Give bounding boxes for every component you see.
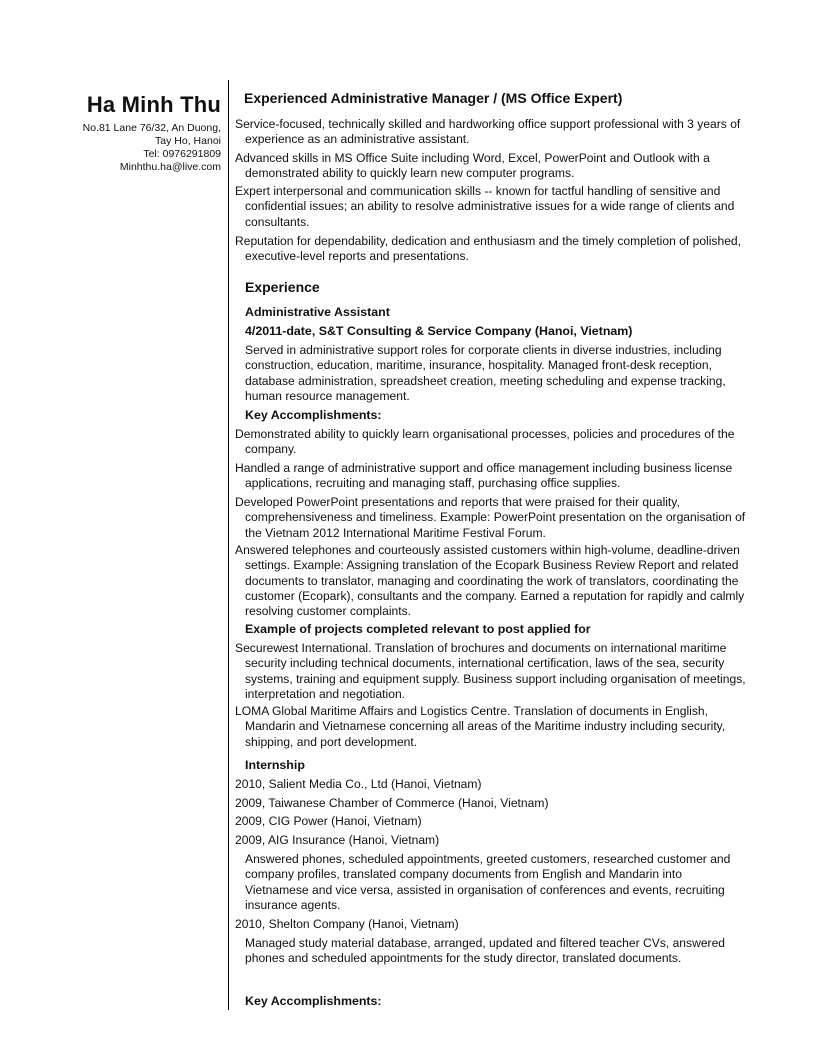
accomplishment-item: Answered telephones and courteously assisted customers within high-volume, deadline-driven settings. Example: Assigning translation of the Ecopark Business Review Report and related documents to translator, managing and coordinating the work of translators, coordinating the customer (Ecopark), consultants and the company. Earned a reputation for rapidly and calmly resolving customer complaints. — [235, 543, 745, 619]
headline: Experienced Administrative Manager / (MS Office Expert) — [244, 90, 623, 106]
email-address: Minhthu.ha@live.com — [119, 161, 221, 173]
address-line-1: No.81 Lane 76/32, An Duong, — [82, 122, 221, 134]
internship-description: Answered phones, scheduled appointments, greeted customers, researched customer and company profiles, translated company documents from English and Mandarin into Vietnamese and vice versa, assisted in organisation of conferences and events, recruiting insurance agents. — [245, 852, 731, 912]
candidate-name: Ha Minh Thu — [86, 92, 221, 117]
summary-item: Advanced skills in MS Office Suite including Word, Excel, PowerPoint and Outlook with a demonstrated ability to quickly learn new computer programs. — [235, 151, 710, 181]
address-line-2: Tay Ho, Hanoi — [155, 135, 221, 147]
internship-entry: 2010, Salient Media Co., Ltd (Hanoi, Vietnam) — [235, 777, 482, 791]
internship-entry: 2009, CIG Power (Hanoi, Vietnam) — [235, 814, 422, 828]
job-description: Served in administrative support roles for corporate clients in diverse industries, including construction, education, maritime, insurance, hospitality. Managed front-desk reception, database administration, spreadsheet creation, meeting scheduling and expense tracking, human resource management. — [245, 343, 726, 403]
internship-entry: 2010, Shelton Company (Hanoi, Vietnam) — [235, 917, 459, 931]
phone-number: Tel: 0976291809 — [143, 148, 221, 160]
summary-item: Service-focused, technically skilled and hardworking office support professional with 3 years of experience as an administrative assistant. — [235, 117, 741, 147]
section-heading-internship: Internship — [245, 758, 305, 772]
internship-description: Managed study material database, arranged, updated and filtered teacher CVs, answered phones and scheduled appointments for the study director, translated documents. — [245, 936, 726, 966]
accomplishment-item: Developed PowerPoint presentations and reports that were praised for their quality, comprehensiveness and timeliness. Example: PowerPoint presentation on the organisation of the Vietnam 2012 International Maritime Festival Forum. — [235, 495, 746, 540]
contact-column — [40, 92, 221, 174]
job-title: Administrative Assistant — [245, 305, 390, 319]
project-item: Securewest International. Translation of brochures and documents on international maritime security including technical documents, international certification, laws of the sea, security systems, training and equipment supply. Business support including organisation of meetings, interpretation and negotiation. — [235, 641, 746, 701]
summary-item: Expert interpersonal and communication skills -- known for tactful handling of sensitive and confidential issues; an ability to resolve administrative issues for a wide range of clients and consultants. — [235, 184, 735, 229]
internship-accomplishments-heading: Key Accomplishments: — [245, 994, 382, 1008]
internship-entry: 2009, Taiwanese Chamber of Commerce (Hanoi, Vietnam) — [235, 796, 549, 810]
internship-entry: 2009, AIG Insurance (Hanoi, Vietnam) — [235, 833, 440, 847]
project-item: LOMA Global Maritime Affairs and Logistics Centre. Translation of documents in English, Mandarin and Vietnamese concerning all areas of the Maritime industry including security, shipping, and port development. — [235, 704, 726, 749]
accomplishment-item: Handled a range of administrative support and office management including business license applications, recruiting and managing staff, purchasing office supplies. — [235, 461, 733, 491]
accomplishments-heading: Key Accomplishments: — [245, 408, 382, 422]
accomplishment-item: Demonstrated ability to quickly learn organisational processes, policies and procedures of the company. — [235, 427, 735, 457]
projects-heading: Example of projects completed relevant to post applied for — [245, 622, 591, 636]
section-heading-experience: Experience — [245, 279, 320, 295]
column-divider — [228, 80, 229, 1010]
job-employer: 4/2011-date, S&T Consulting & Service Company (Hanoi, Vietnam) — [245, 324, 633, 338]
summary-item: Reputation for dependability, dedication and enthusiasm and the timely completion of polished, executive-level reports and presentations. — [235, 234, 742, 264]
